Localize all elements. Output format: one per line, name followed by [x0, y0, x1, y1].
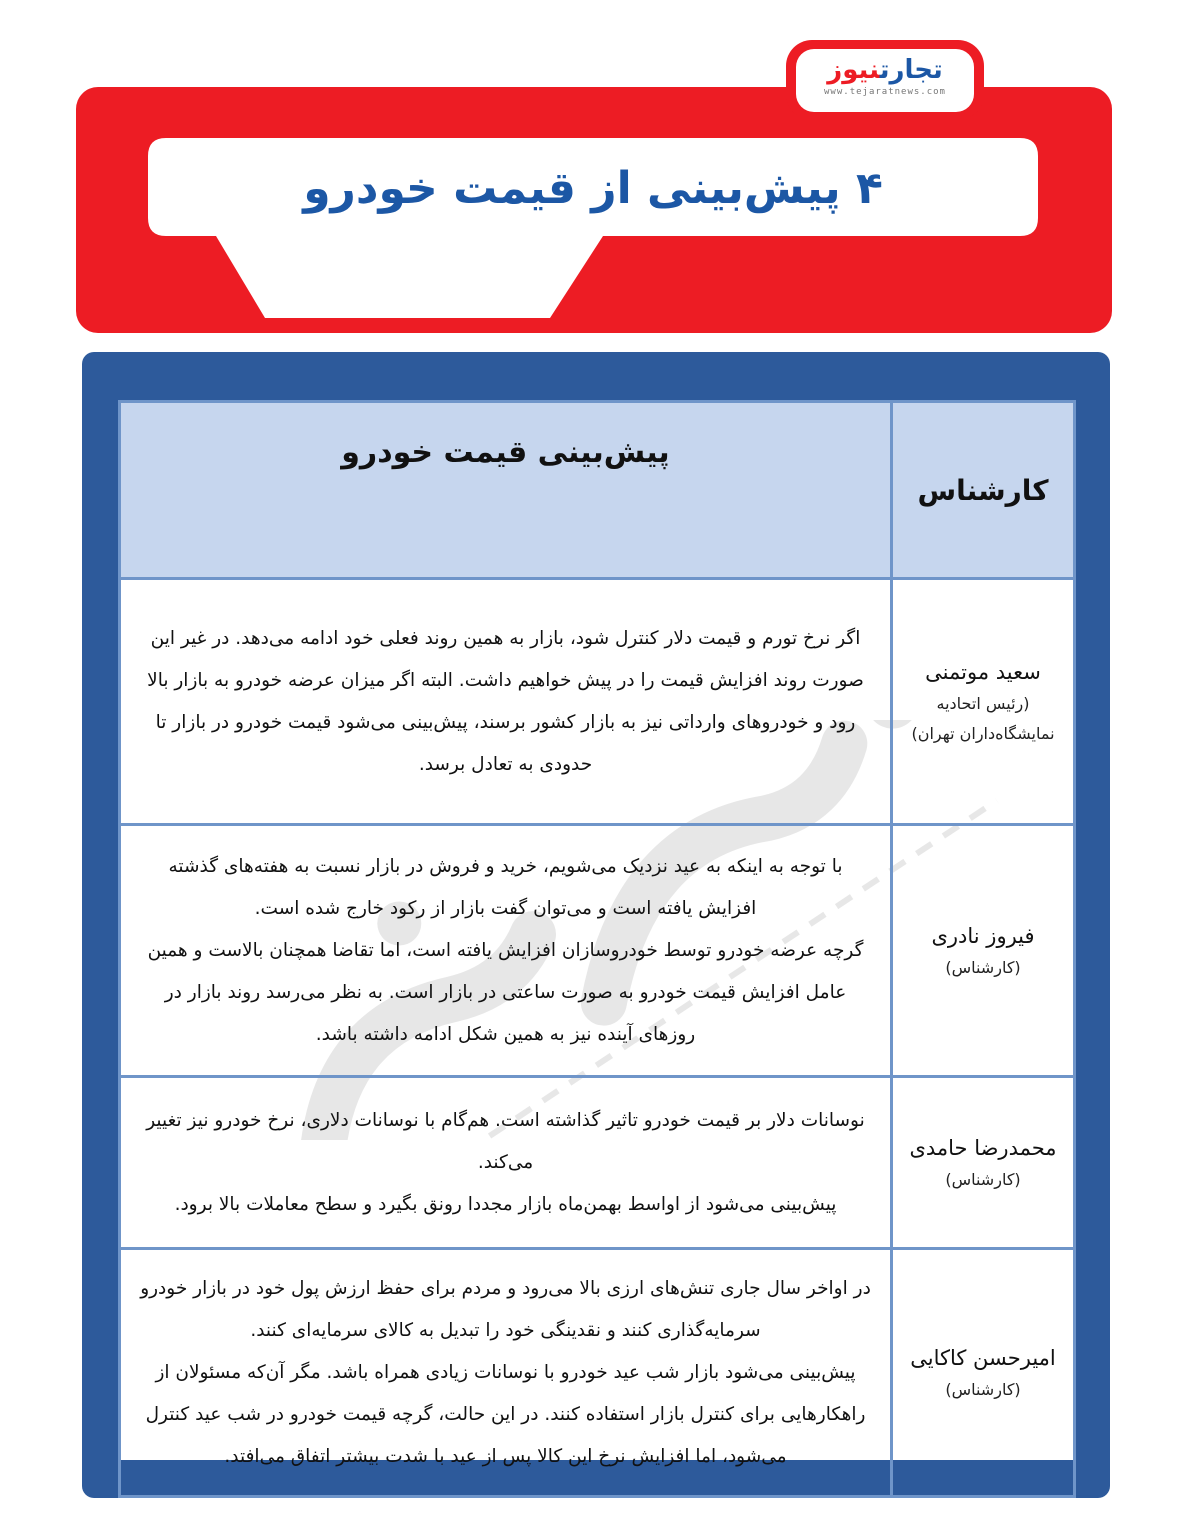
- table-row: [120, 1249, 1075, 1497]
- expert-role: (کارشناس): [945, 957, 1021, 977]
- expert-name: امیرحسن کاکایی: [910, 1345, 1056, 1370]
- col-header-prediction: پیش‌بینی قیمت خودرو: [120, 402, 892, 579]
- prediction-cell: [120, 579, 892, 825]
- brand-logo[interactable]: [796, 49, 974, 112]
- prediction-text: در اواخر سال جاری تنش‌های ارزی بالا می‌رود و مردم برای حفظ ارزش پول خود در بازار خودرو سرمایه‌گذاری کنند و نقدینگی خود را تبدیل به کالای سرمایه‌ای کنند.: [140, 1277, 871, 1341]
- expert-role: (کارشناس): [945, 1169, 1021, 1189]
- prediction-cell: [120, 1077, 892, 1249]
- expert-name: محمدرضا حامدی: [909, 1135, 1057, 1160]
- page-title: ۴ پیش‌بینی از قیمت خودرو: [303, 162, 883, 214]
- prediction-cell: [120, 1249, 892, 1497]
- prediction-table: [118, 400, 1076, 1498]
- prediction-text: پیش‌بینی می‌شود از اواسط بهمن‌ماه بازار مجددا رونق بگیرد و سطح معاملات بالا برود.: [174, 1193, 837, 1215]
- prediction-text: گرچه عرضه خودرو توسط خودروسازان افزایش یافته است، اما تقاضا همچنان بالاست و همین عامل افزایش قیمت خودرو به صورت ساعتی در بازار است. به نظر می‌رسد روند بازار در روزهای آینده نیز به همین شکل ادامه داشته باشد.: [147, 939, 864, 1045]
- expert-cell: [892, 1249, 1075, 1497]
- expert-role: (رئیس اتحادیه نمایشگاه‌داران تهران): [911, 693, 1055, 743]
- expert-cell: [892, 579, 1075, 825]
- table-header-row: [120, 402, 1075, 579]
- logo-url: www.tejaratnews.com: [824, 87, 946, 97]
- col-header-expert: کارشناس: [892, 402, 1075, 579]
- prediction-text: پیش‌بینی می‌شود بازار شب عید خودرو با نوسانات زیادی همراه باشد. مگر آن‌که مسئولان از راهکارهایی برای کنترل بازار استفاده کنند. در این حالت، گرچه قیمت خودرو در شب عید کنترل می‌شود، اما افزایش نرخ این کالا پس از عید با شدت بیشتر اتفاق می‌افتد.: [145, 1361, 866, 1467]
- table-row: [120, 579, 1075, 825]
- prediction-text: اگر نرخ تورم و قیمت دلار کنترل شود، بازار به همین روند فعلی خود ادامه می‌دهد. در غیر این صورت روند افزایش قیمت را در پیش خواهیم داشت. البته اگر میزان عرضه خودرو به بازار بالا رود و خودروهای وارداتی نیز به بازار کشور برسند، پیش‌بینی می‌شود قیمت خودرو در بازار تا حدودی به تعادل برسد.: [147, 627, 864, 775]
- table-row: [120, 1077, 1075, 1249]
- table-row: [120, 825, 1075, 1077]
- logo-text: تجارتنیوز: [827, 55, 943, 85]
- prediction-text: با توجه به اینکه به عید نزدیک می‌شویم، خرید و فروش در بازار نسبت به هفته‌های گذشته افزایش یافته است و می‌توان گفت بازار از رکود خارج شده است.: [168, 855, 843, 919]
- expert-name: فیروز نادری: [931, 923, 1035, 948]
- prediction-text: نوسانات دلار بر قیمت خودرو تاثیر گذاشته است. هم‌گام با نوسانات دلاری، نرخ خودرو نیز تغییر می‌کند.: [146, 1109, 865, 1173]
- expert-name: سعید موتمنی: [925, 659, 1041, 684]
- expert-cell: [892, 825, 1075, 1077]
- expert-role: (کارشناس): [945, 1379, 1021, 1399]
- prediction-cell: [120, 825, 892, 1077]
- expert-cell: [892, 1077, 1075, 1249]
